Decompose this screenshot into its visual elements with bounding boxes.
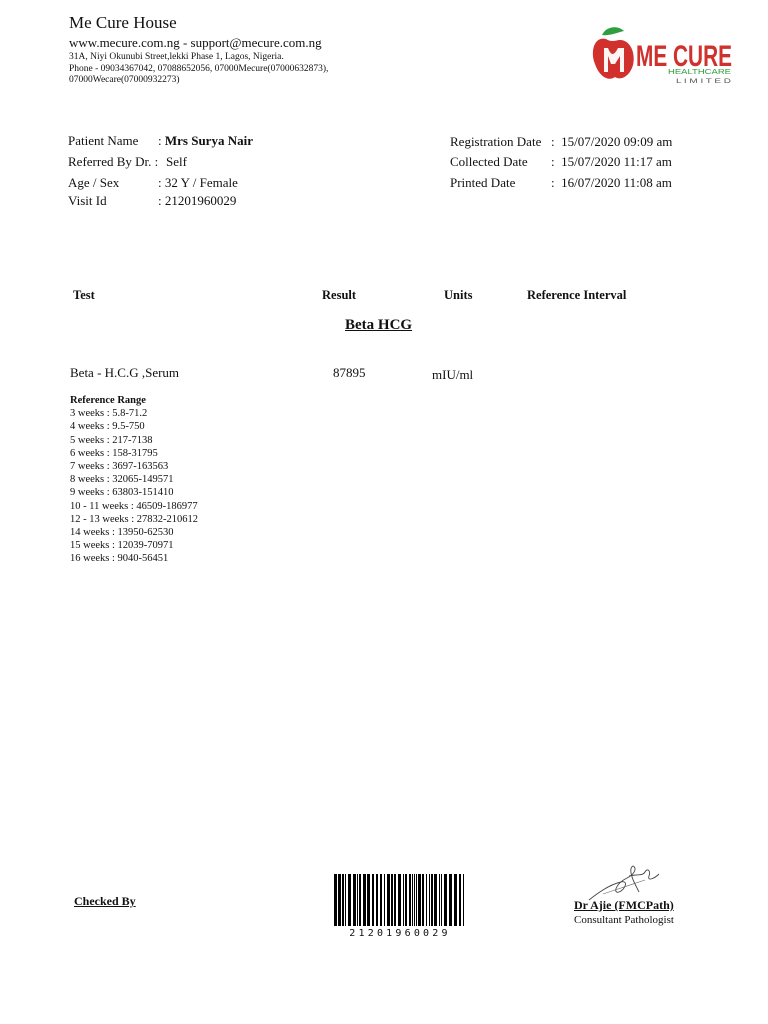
printed-date-value: 16/07/2020 11:08 am [561, 175, 672, 190]
doctor-name: Dr Ajie (FMCPath) [574, 898, 674, 912]
age-sex-row: : 32 Y / Female [158, 175, 238, 190]
barcode [333, 874, 467, 926]
reference-range-line: 15 weeks : 12039-70971 [70, 540, 174, 552]
barcode-bar [441, 874, 442, 926]
printed-date-label: Printed Date [450, 175, 516, 190]
referred-by-text: Referred By Dr. [68, 154, 152, 169]
header-result: Result [322, 288, 357, 302]
patient-name-row: : Mrs Surya Nair [158, 133, 253, 148]
barcode-bar [434, 874, 437, 926]
barcode-bar [342, 874, 344, 926]
printed-date-row: : 16/07/2020 11:08 am [551, 175, 672, 190]
logo-leaf [602, 27, 624, 35]
barcode-bar [376, 874, 378, 926]
registration-date-label: Registration Date [450, 134, 542, 149]
barcode-bar [444, 874, 447, 926]
barcode-bar [334, 874, 337, 926]
barcode-bar [363, 874, 366, 926]
reference-range-line: 14 weeks : 13950-62530 [70, 527, 174, 539]
logo-word: ME CURE [636, 40, 732, 73]
barcode-bar [405, 874, 407, 926]
barcode-bar [403, 874, 404, 926]
barcode-bar [345, 874, 346, 926]
test-result: 87895 [333, 365, 366, 380]
barcode-bar [353, 874, 356, 926]
barcode-bar [454, 874, 457, 926]
barcode-bar [367, 874, 370, 926]
barcode-bar [384, 874, 385, 926]
reference-range-line: 9 weeks : 63803-151410 [70, 487, 174, 499]
section-title: Beta HCG [345, 317, 413, 333]
visit-id-value: 21201960029 [164, 193, 237, 208]
barcode-number: 21201960029 [349, 928, 451, 939]
barcode-bar [391, 874, 393, 926]
checked-by: Checked By [74, 894, 136, 908]
barcode-bar [422, 874, 424, 926]
barcode-bar [429, 874, 430, 926]
barcode-bar [372, 874, 374, 926]
reference-range-line: 8 weeks : 32065-149571 [70, 474, 174, 486]
reference-range-line: 10 - 11 weeks : 46509-186977 [70, 500, 198, 512]
reference-range-line: 5 weeks : 217-7138 [70, 434, 153, 446]
barcode-bar [348, 874, 351, 926]
lab-address [69, 52, 389, 87]
barcode-bar [449, 874, 452, 926]
logo-sub-1: HEALTHCARE [668, 67, 731, 76]
header-units: Units [444, 288, 473, 302]
reference-range-line: 3 weeks : 5.8-71.2 [70, 408, 148, 420]
collected-date-row: : 15/07/2020 11:17 am [551, 154, 672, 169]
visit-id-row: : 21201960029 [158, 193, 237, 208]
referred-by-label: Referred By Dr. : [68, 154, 159, 169]
registration-date-row: : 15/07/2020 09:09 am [551, 134, 673, 149]
reference-range-line: 12 - 13 weeks : 27832-210612 [70, 513, 199, 525]
barcode-bar [380, 874, 382, 926]
barcode-bar [431, 874, 433, 926]
header-test: Test [73, 288, 95, 302]
barcode-bar [418, 874, 421, 926]
barcode-bar [416, 874, 417, 926]
reference-range-line: 4 weeks : 9.5-750 [70, 421, 145, 433]
registration-date-value: 15/07/2020 09:09 am [561, 134, 673, 149]
visit-id-label: Visit Id [68, 193, 107, 208]
barcode-bar [426, 874, 427, 926]
barcode-bar [412, 874, 413, 926]
barcode-bar [409, 874, 411, 926]
reference-range-line: 6 weeks : 158-31795 [70, 447, 158, 459]
lab-contact: www.mecure.com.ng - support@mecure.com.ng [69, 35, 322, 50]
barcode-bar [394, 874, 396, 926]
header-reference-interval: Reference Interval [527, 288, 627, 302]
age-sex-value: 32 Y / Female [164, 175, 238, 190]
barcode-bar [459, 874, 461, 926]
address-line-2: Phone - 09034367042, 07088652056, 07000Mecure(07000632873), [69, 63, 329, 74]
barcode-bar [338, 874, 341, 926]
mecure-logo [584, 26, 734, 88]
barcode-bar [359, 874, 361, 926]
barcode-bar [387, 874, 390, 926]
reference-range-line: 7 weeks : 3697-163563 [70, 461, 169, 473]
referred-by-value: Self [166, 154, 187, 169]
collected-date-label: Collected Date [450, 154, 528, 169]
address-line-3: 07000Wecare(07000932273) [69, 75, 180, 85]
reference-range-line: 16 weeks : 9040-56451 [70, 553, 169, 565]
reference-range-title: Reference Range [70, 395, 146, 406]
lab-name: Me Cure House [69, 13, 177, 32]
doctor-title: Consultant Pathologist [574, 914, 674, 926]
test-name: Beta - H.C.G ,Serum [70, 365, 180, 380]
barcode-bar [414, 874, 415, 926]
barcode-bar [357, 874, 358, 926]
barcode-bar [439, 874, 440, 926]
patient-name-label: Patient Name [68, 133, 139, 148]
age-sex-label: Age / Sex [68, 175, 120, 190]
collected-date-value: 15/07/2020 11:17 am [561, 154, 672, 169]
barcode-bar [398, 874, 401, 926]
barcode-bar [463, 874, 464, 926]
address-line-1: 31A, Niyi Okunubi Street,lekki Phase 1, Lagos, Nigeria. [69, 52, 284, 62]
test-units: mIU/ml [432, 367, 474, 382]
reference-range [70, 394, 198, 566]
patient-name-value: Mrs Surya Nair [164, 133, 253, 148]
logo-sub-2: L I M I T E D [676, 78, 732, 85]
